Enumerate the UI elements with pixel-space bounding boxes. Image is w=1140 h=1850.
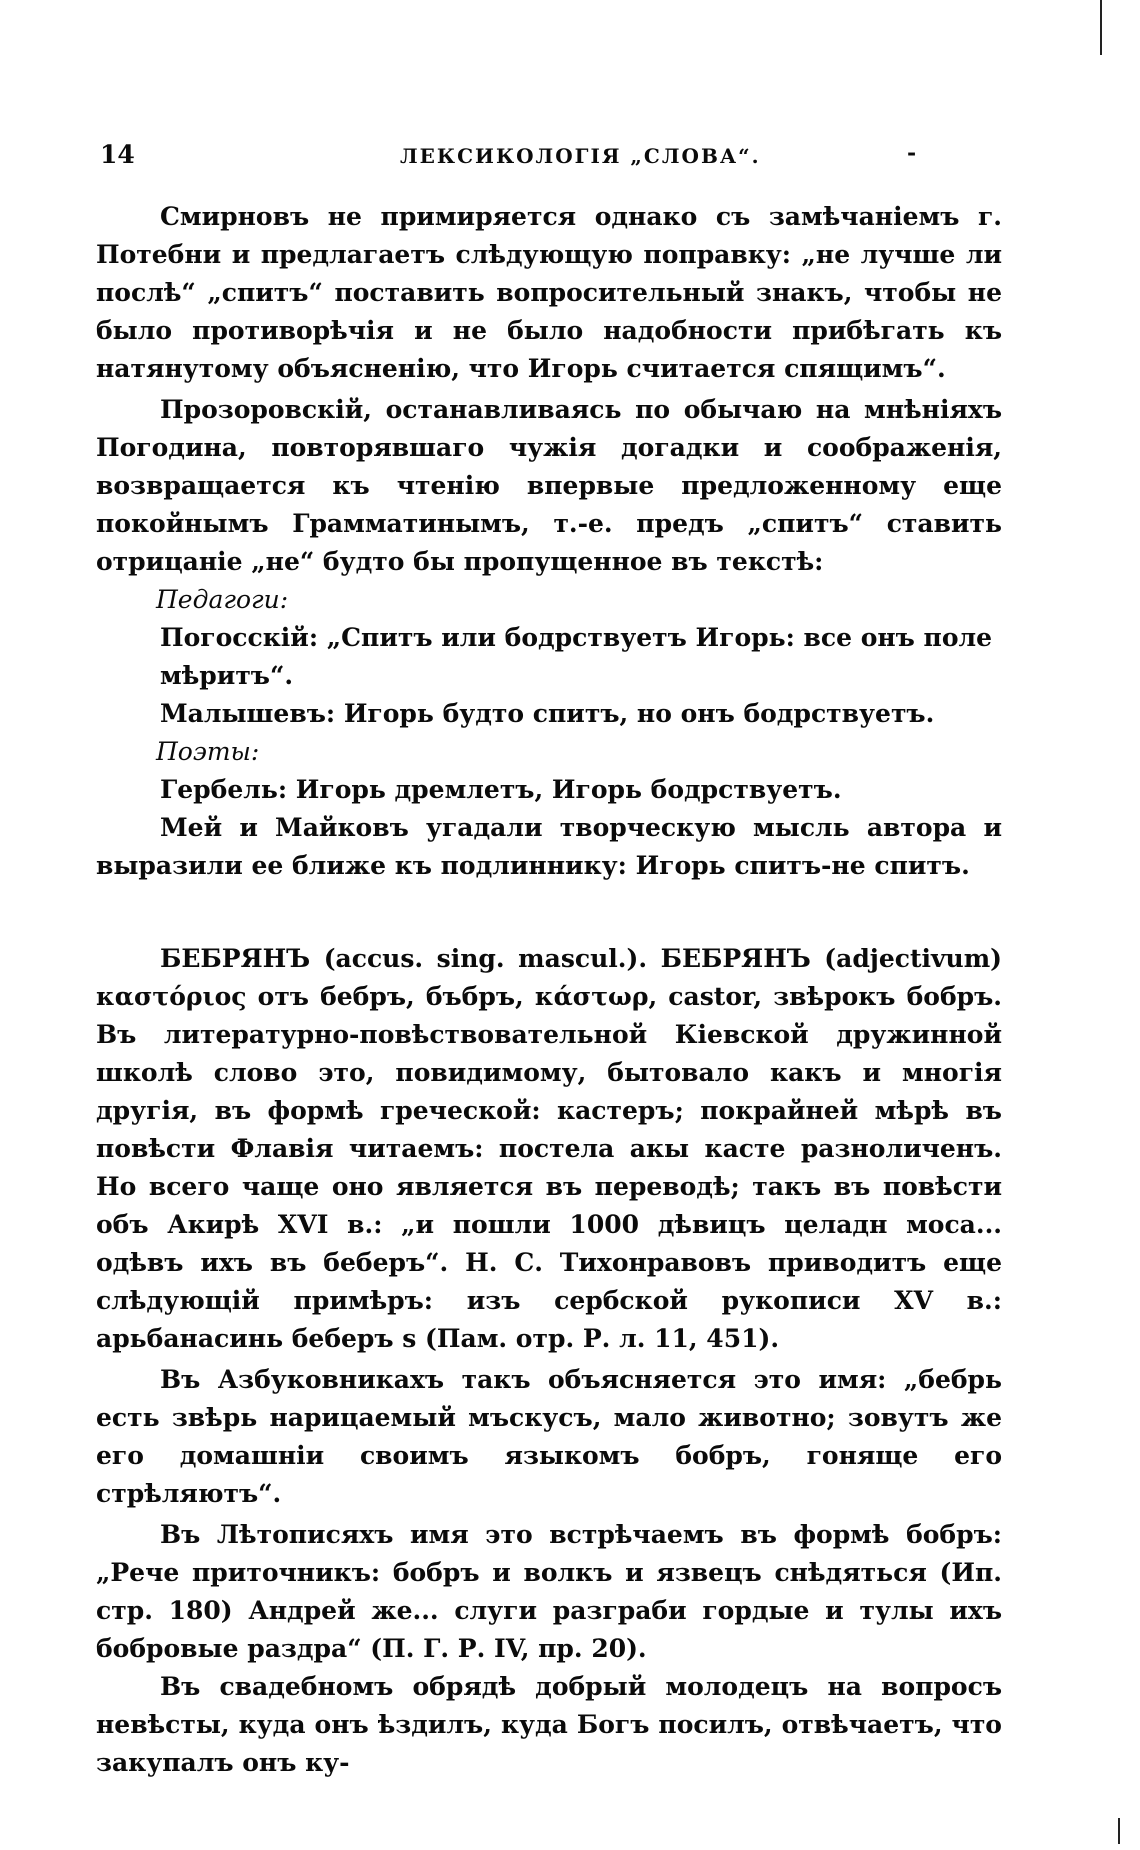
letopis-paragraph: Въ Лѣтописяхъ имя это встрѣчаемъ въ формѣ бобръ: „Рече приточникъ: бобръ и волкъ и язвецъ снѣдяться (Ип. стр. 180) Андрей же... слуги разграби гордые и тулы ихъ бобровые раздра“ (П. Г. Р. IV, пр. 20). [96, 1520, 1002, 1663]
prozorovsky-paragraph: Прозоровскій, останавливаясь по обычаю на мнѣніяхъ Погодина, повторявшаго чужія догадки и соображенія, возвращается къ чтенію впервые предложенному еще покойнымъ Грамматинымъ, т.-е. предъ „спитъ“ ставить отрицаніе „не“ будто бы пропущенное въ текстѣ: [96, 395, 1002, 576]
page-header [100, 140, 1000, 176]
page-number: 14 [100, 140, 135, 169]
azbukovnik-paragraph: Въ Азбуковникахъ такъ объясняется это имя: „бебрь есть звѣрь нарицаемый мъскусъ, мало животно; зовутъ же его домашніи своимъ языкомъ бобръ, гоняще его стрѣляютъ“. [96, 1365, 1002, 1508]
malyshev-line: Малышевъ: Игорь будто спитъ, но онъ бодрствуетъ. [160, 699, 935, 728]
mey-maikov-paragraph: Мей и Майковъ угадали творческую мысль автора и выразили ее ближе къ подлиннику: Игорь спитъ-не спитъ. [96, 813, 1002, 880]
wedding-paragraph: Въ свадебномъ обрядѣ добрый молодецъ на вопросъ невѣсты, куда онъ ѣздилъ, куда Богъ посилъ, отвѣчаетъ, что закупалъ онъ ку- [96, 1672, 1002, 1777]
section-bebryan [96, 940, 1002, 1782]
smirnov-paragraph: Смирновъ не примиряется однако съ замѣчаніемъ г. Потебни и предлагаетъ слѣдующую поправку: „не лучше ли послѣ“ „спитъ“ поставить вопросительный знакъ, чтобы не было противорѣчія и не было надобности прибѣгать къ натянутому объясненію, что Игорь считается спящимъ“. [96, 202, 1002, 383]
tick-mark: - [907, 140, 917, 166]
gerbel-line: Гербель: Игорь дремлетъ, Игорь бодрствуетъ. [160, 775, 842, 804]
scan-edge-line-top [1100, 0, 1102, 55]
poets-label: Поэты: [156, 737, 260, 766]
bebryan-entry-paragraph: БЕБРЯНЪ (accus. sing. mascul.). БЕБРЯНЪ (adjectivum) καστόριος отъ бебръ, бъбръ, κάστωρ, castor, звѣрокъ бобръ. Въ литературно-повѣствовательной Кіевской дружинной школѣ слово это, повидимому, бытовало какъ и многія другія, въ формѣ греческой: кастеръ; покрайней мѣрѣ въ повѣсти Флавія читаемъ: постела акы касте разноличенъ. Но всего чаще оно является въ переводѣ; такъ въ повѣсти объ Акирѣ XVI в.: „и пошли 1000 дѣвицъ целадн моса... одѣвъ ихъ въ беберъ“. Н. С. Тихонравовъ приводитъ еще слѣдующій примѣръ: изъ сербской рукописи XV в.: арьбанасинь беберъ ѕ (Пам. отр. Р. л. 11, 451). [96, 944, 1002, 1353]
pedagogues-label: Педагоги: [156, 585, 289, 614]
running-title: ЛЕКСИКОЛОГІЯ „СЛОВА“. [400, 144, 761, 168]
section-prozorovsky [96, 198, 1002, 885]
scan-edge-line-bottom [1118, 1818, 1120, 1844]
pogossky-line: Погосскій: „Спитъ или бодрствуетъ Игорь: все онъ поле мѣритъ“. [160, 623, 993, 690]
